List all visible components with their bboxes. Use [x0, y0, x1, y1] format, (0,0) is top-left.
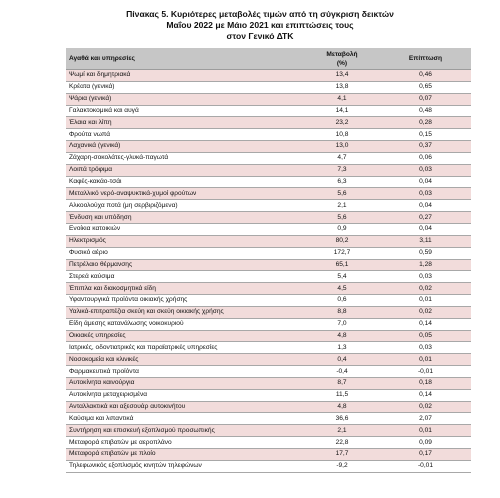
cell-impact: 0,48 [380, 105, 471, 117]
cell-change: 11,5 [304, 389, 380, 401]
cell-item: Ιατρικές, οδοντιατρικές και παραϊατρικές υπηρεσίες [66, 342, 304, 354]
cell-impact: 0,01 [380, 295, 471, 307]
cell-impact: 0,01 [380, 425, 471, 437]
cell-item: Μεταφορά επιβατών με πλοίο [66, 449, 304, 461]
table-row [66, 330, 471, 342]
table-row [66, 366, 471, 378]
title-line-2: Μαΐου 2022 με Μάιο 2021 και επιπτώσεις τους [166, 20, 354, 30]
cell-item: Αυτοκίνητα μεταχειρισμένα [66, 389, 304, 401]
cell-item: Νοσοκομεία και κλινικές [66, 354, 304, 366]
cell-impact: 0,04 [380, 176, 471, 188]
table-row [66, 306, 471, 318]
table-row [66, 176, 471, 188]
cell-change: 8,7 [304, 377, 380, 389]
table-row [66, 235, 471, 247]
cell-item: Ανταλλακτικά και αξεσουάρ αυτοκινήτου [66, 401, 304, 413]
cell-item: Υαλικά-επιτραπέζια σκεύη και σκεύη οικιακής χρήσης [66, 306, 304, 318]
cell-impact: 3,11 [380, 235, 471, 247]
cell-item: Κρέατα (γενικά) [66, 81, 304, 93]
cell-change: 13,8 [304, 81, 380, 93]
cell-impact: 0,02 [380, 283, 471, 295]
cell-impact: 1,28 [380, 259, 471, 271]
cell-change: 0,9 [304, 223, 380, 235]
cell-item: Γαλακτοκομικά και αυγά [66, 105, 304, 117]
cell-change: 22,8 [304, 437, 380, 449]
table-row [66, 449, 471, 461]
cell-item: Ηλεκτρισμός [66, 235, 304, 247]
cell-change: 7,0 [304, 318, 380, 330]
table-row [66, 200, 471, 212]
table-row [66, 93, 471, 105]
cell-change: 4,1 [304, 93, 380, 105]
cell-change: 172,7 [304, 247, 380, 259]
cell-item: Ψωμί και δημητριακά [66, 70, 304, 82]
table-row [66, 354, 471, 366]
table-body [66, 70, 471, 473]
table-header-row [66, 48, 471, 70]
cell-item: Ένδυση και υπόδηση [66, 212, 304, 224]
cell-impact: 0,17 [380, 449, 471, 461]
table-row [66, 377, 471, 389]
cell-item: Υφαντουργικά προϊόντα οικιακής χρήσης [66, 295, 304, 307]
cell-item: Έλαια και λίπη [66, 117, 304, 129]
cell-impact: 0,59 [380, 247, 471, 259]
cell-item: Λαχανικά (γενικά) [66, 141, 304, 153]
title-line-3: στον Γενικό ΔΤΚ [226, 31, 294, 41]
cell-impact: 0,06 [380, 152, 471, 164]
cell-item: Φυσικό αέριο [66, 247, 304, 259]
table-row [66, 259, 471, 271]
table-row [66, 105, 471, 117]
cell-change: -0,4 [304, 366, 380, 378]
cell-impact: 0,02 [380, 306, 471, 318]
cell-change: 4,7 [304, 152, 380, 164]
cell-item: Είδη άμεσης κατανάλωσης νοικοκυριού [66, 318, 304, 330]
cell-impact: 0,28 [380, 117, 471, 129]
cell-item: Οικιακές υπηρεσίες [66, 330, 304, 342]
table-row [66, 70, 471, 82]
cell-change: -9,2 [304, 460, 380, 472]
cell-change: 0,4 [304, 354, 380, 366]
cell-item: Ψάρια (γενικά) [66, 93, 304, 105]
cell-impact: 0,04 [380, 200, 471, 212]
table-row [66, 401, 471, 413]
cell-impact: 0,27 [380, 212, 471, 224]
cell-change: 13,0 [304, 141, 380, 153]
cell-item: Καφές-κακάο-τσάι [66, 176, 304, 188]
cell-item: Έπιπλα και διακοσμητικά είδη [66, 283, 304, 295]
table-row [66, 389, 471, 401]
cell-change: 4,5 [304, 283, 380, 295]
cell-change: 13,4 [304, 70, 380, 82]
title-line-1: Πίνακας 5. Κυριότερες μεταβολές τιμών από τη σύγκριση δεικτών [126, 9, 394, 19]
cell-impact: 0,09 [380, 437, 471, 449]
cell-impact: -0,01 [380, 366, 471, 378]
cell-impact: 0,03 [380, 342, 471, 354]
cell-change: 7,3 [304, 164, 380, 176]
header-change [304, 48, 380, 70]
cell-change: 14,1 [304, 105, 380, 117]
cell-impact: 0,18 [380, 377, 471, 389]
cell-item: Φρούτα νωπά [66, 129, 304, 141]
price-changes-table [66, 48, 471, 473]
header-change-line-1: Μεταβολή [326, 50, 358, 58]
cell-item: Συντήρηση και επισκευή εξοπλισμού προσωπικής [66, 425, 304, 437]
table-row [66, 271, 471, 283]
cell-change: 36,6 [304, 413, 380, 425]
cell-impact: 0,03 [380, 164, 471, 176]
cell-impact: 0,05 [380, 330, 471, 342]
cell-impact: 0,37 [380, 141, 471, 153]
table-row [66, 141, 471, 153]
cell-change: 4,8 [304, 401, 380, 413]
table-title [60, 9, 460, 42]
cell-change: 65,1 [304, 259, 380, 271]
cell-item: Καύσιμα και λιπαντικά [66, 413, 304, 425]
header-change-line-2: (%) [336, 59, 348, 67]
table-row [66, 283, 471, 295]
cell-change: 0,6 [304, 295, 380, 307]
cell-item: Μεταλλικό νερό-αναψυκτικά-χυμοί φρούτων [66, 188, 304, 200]
cell-impact: 0,46 [380, 70, 471, 82]
cell-impact: 0,04 [380, 223, 471, 235]
cell-change: 5,4 [304, 271, 380, 283]
cell-change: 4,8 [304, 330, 380, 342]
cell-item: Φαρμακευτικά προϊόντα [66, 366, 304, 378]
table-row [66, 247, 471, 259]
table-row [66, 164, 471, 176]
cell-change: 8,8 [304, 306, 380, 318]
cell-change: 10,8 [304, 129, 380, 141]
cell-item: Στερεά καύσιμα [66, 271, 304, 283]
header-impact: Επίπτωση [380, 48, 471, 70]
cell-impact: 0,03 [380, 188, 471, 200]
table-row [66, 81, 471, 93]
table-row [66, 425, 471, 437]
table-row [66, 223, 471, 235]
table-row [66, 152, 471, 164]
cell-item: Πετρέλαιο θέρμανσης [66, 259, 304, 271]
table-row [66, 460, 471, 472]
cell-impact: 0,02 [380, 401, 471, 413]
table-row [66, 117, 471, 129]
cell-change: 80,2 [304, 235, 380, 247]
cell-item: Αλκοολούχα ποτά (μη σερβιριζόμενα) [66, 200, 304, 212]
cell-impact: 0,01 [380, 354, 471, 366]
cell-impact: 0,14 [380, 318, 471, 330]
cell-impact: 2,07 [380, 413, 471, 425]
table-row [66, 413, 471, 425]
cell-item: Αυτοκίνητα καινούργια [66, 377, 304, 389]
cell-change: 5,6 [304, 188, 380, 200]
table-row [66, 295, 471, 307]
cell-change: 6,3 [304, 176, 380, 188]
cell-impact: 0,03 [380, 271, 471, 283]
table-row [66, 318, 471, 330]
table-row [66, 129, 471, 141]
table-row [66, 437, 471, 449]
table-row [66, 342, 471, 354]
cell-impact: 0,15 [380, 129, 471, 141]
table-row [66, 212, 471, 224]
cell-change: 5,6 [304, 212, 380, 224]
table-row [66, 188, 471, 200]
cell-impact: -0,01 [380, 460, 471, 472]
cell-change: 23,2 [304, 117, 380, 129]
header-item: Αγαθά και υπηρεσίες [66, 48, 304, 70]
cell-change: 1,3 [304, 342, 380, 354]
cell-impact: 0,65 [380, 81, 471, 93]
cell-item: Ζάχαρη-σοκολάτες-γλυκά-παγωτά [66, 152, 304, 164]
cell-change: 2,1 [304, 425, 380, 437]
cell-impact: 0,07 [380, 93, 471, 105]
cell-change: 2,1 [304, 200, 380, 212]
cell-change: 17,7 [304, 449, 380, 461]
cell-item: Μεταφορά επιβατών με αεροπλάνο [66, 437, 304, 449]
cell-impact: 0,14 [380, 389, 471, 401]
cell-item: Ενοίκια κατοικιών [66, 223, 304, 235]
cell-item: Τηλεφωνικός εξοπλισμός κινητών τηλεφώνων [66, 460, 304, 472]
cell-item: Λοιπά τρόφιμα [66, 164, 304, 176]
